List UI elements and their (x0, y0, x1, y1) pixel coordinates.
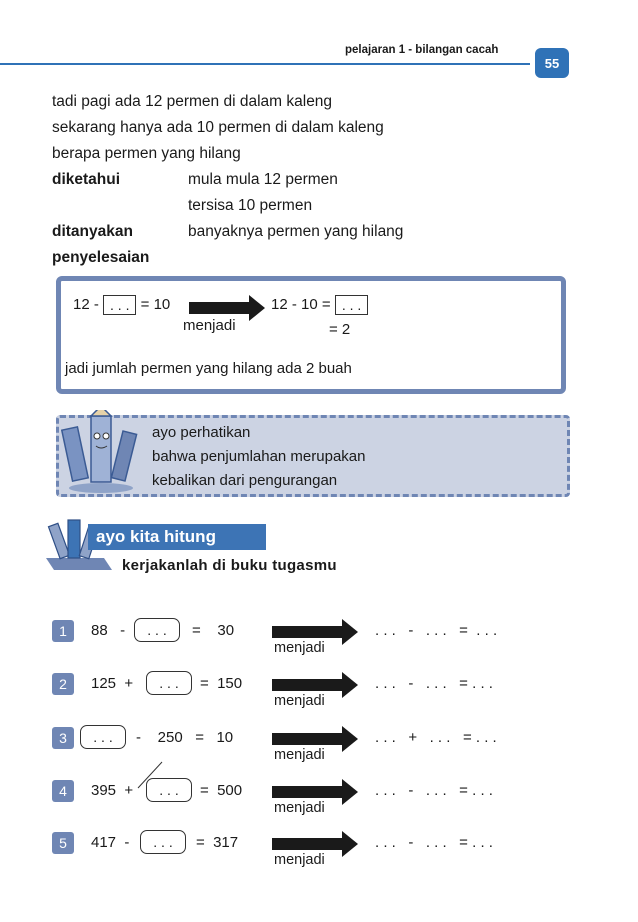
note-line-3: kebalikan dari pengurangan (152, 472, 338, 489)
story-line-1: tadi pagi ada 12 permen di dalam kaleng (52, 93, 333, 110)
header-rule (0, 63, 530, 65)
chapter-title: pelajaran 1 - bilangan cacah (345, 44, 499, 56)
menjadi-label: menjadi (274, 852, 325, 868)
note-box (56, 415, 570, 497)
arrow-icon (272, 679, 344, 691)
asked-value: banyaknya permen yang hilang (188, 223, 404, 240)
solution-left-equation (73, 295, 170, 315)
exercise-result: . . . - . . . = . . . (375, 622, 498, 639)
exercise-equals: = 500 (200, 782, 243, 799)
menjadi-label: menjadi (274, 800, 325, 816)
story-line-2: sekarang hanya ada 10 permen di dalam kaleng (52, 119, 384, 136)
exercise-row (0, 832, 638, 872)
note-line-2: bahwa penjumlahan merupakan (152, 448, 366, 465)
answer-box: . . . (335, 295, 368, 315)
solution-box (56, 276, 566, 394)
left-equation-end: = 10 (140, 295, 171, 313)
arrow-icon (272, 786, 344, 798)
solution-result: = 2 (329, 321, 351, 338)
solution-right-equation (271, 295, 368, 315)
answer-box[interactable]: . . . (146, 778, 192, 802)
asked-label: ditanyakan (52, 223, 133, 240)
exercise-row (0, 620, 638, 660)
exercise-operand: 417 - (91, 834, 130, 851)
note-line-1: ayo perhatikan (152, 424, 251, 441)
answer-box[interactable]: . . . (80, 725, 126, 749)
answer-box: . . . (103, 295, 136, 315)
solution-conclusion: jadi jumlah permen yang hilang ada 2 buah (65, 360, 352, 377)
menjadi-label: menjadi (274, 747, 325, 763)
menjadi-label: menjadi (274, 640, 325, 656)
exercise-row (0, 780, 638, 820)
exercise-number: 5 (52, 832, 74, 854)
exercise-equals: = 30 (192, 622, 235, 639)
arrow-icon (272, 626, 344, 638)
exercise-equals: = 317 (196, 834, 239, 851)
arrow-icon (272, 838, 344, 850)
exercise-result: . . . - . . . = . . . (375, 834, 493, 851)
page-number-badge: 55 (535, 48, 569, 78)
exercise-number: 1 (52, 620, 74, 642)
section-banner: ayo kita hitung (88, 524, 266, 550)
exercise-row (0, 673, 638, 713)
answer-box[interactable]: . . . (146, 671, 192, 695)
story-line-3: berapa permen yang hilang (52, 145, 241, 162)
pencil-characters-icon (61, 410, 143, 496)
exercise-result: . . . + . . . = . . . (375, 729, 497, 746)
answer-box[interactable]: . . . (134, 618, 180, 642)
exercise-instruction: kerjakanlah di buku tugasmu (122, 557, 337, 574)
exercise-number: 2 (52, 673, 74, 695)
exercise-number: 4 (52, 780, 74, 802)
left-equation-start: 12 - (73, 295, 99, 313)
menjadi-label: menjadi (183, 317, 236, 334)
right-equation-start: 12 - 10 = (271, 295, 331, 313)
exercise-result: . . . - . . . = . . . (375, 675, 493, 692)
menjadi-label: menjadi (274, 693, 325, 709)
known-value-1: mula mula 12 permen (188, 171, 338, 188)
exercise-operand: 395 + (91, 782, 134, 799)
solution-label: penyelesaian (52, 249, 150, 266)
exercise-equals: = 150 (200, 675, 243, 692)
answer-box[interactable]: . . . (140, 830, 186, 854)
known-value-2: tersisa 10 permen (188, 197, 313, 214)
exercise-operand: 125 + (91, 675, 134, 692)
known-label: diketahui (52, 171, 121, 188)
arrow-icon (272, 733, 344, 745)
exercise-number: 3 (52, 727, 74, 749)
exercise-equals: - 250 = 10 (136, 729, 234, 746)
exercise-result: . . . - . . . = . . . (375, 782, 493, 799)
arrow-icon (189, 302, 251, 314)
exercise-row (0, 727, 638, 767)
exercise-operand: 88 - (91, 622, 126, 639)
